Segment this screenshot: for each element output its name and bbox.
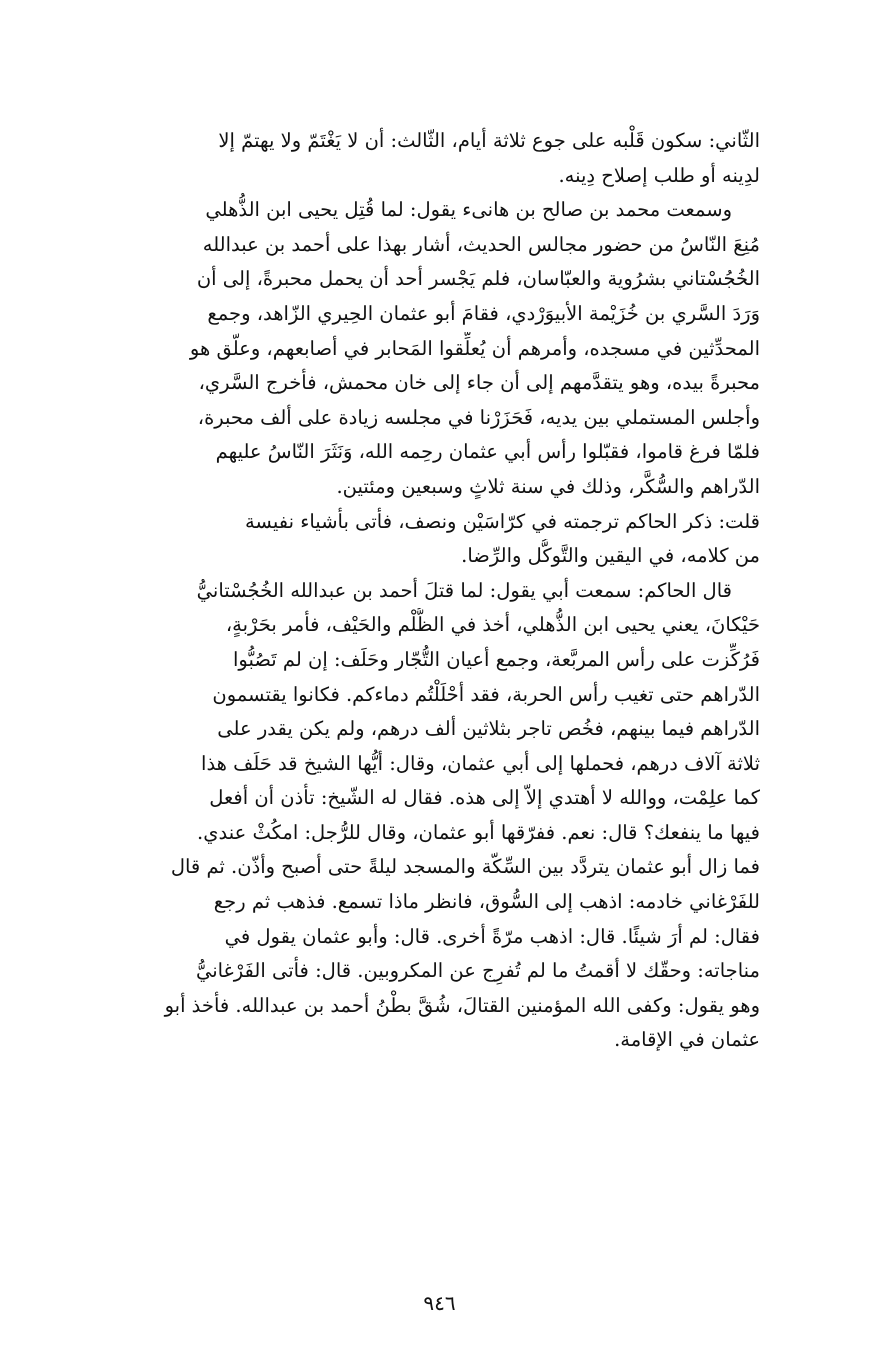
text-line: عثمان في الإقامة. (614, 1028, 760, 1052)
text-line: وأجلس المستملي بين يديه، فَحَزَرْنا في مجلسه زيادة على ألف محبرة، (197, 405, 760, 429)
text-line: فَرُكِّزت على رأس المربَّعة، وجمع أعيان التُّجّار وحَلَف: إن لم تَصُبُّوا (233, 647, 760, 671)
text-line: ثلاثة آلاف درهم، فحملها إلى أبي عثمان، وقال: أيُّها الشيخ قد حَلَف هذا (201, 751, 760, 775)
text-line: فما زال أبو عثمان يتردَّد بين السِّكّة والمسجد ليلةً حتى أصبح وأذّن. ثم قال (170, 855, 760, 879)
body-text (120, 124, 760, 1058)
text-line: الثّاني: سكون قَلْبه على جوع ثلاثة أيام، الثّالث: أن لا يَغْتَمّ ولا يهتمّ إلا (218, 129, 760, 152)
text-line: قلت: ذكر الحاكم ترجمته في كرّاسَيْن ونصف، فأتى بأشياء نفيسة (244, 509, 760, 533)
paragraph-1 (120, 124, 760, 193)
text-line: مُنِعَ النّاسُ من حضور مجالس الحديث، أشار بهذا على أحمد بن عبدالله (202, 232, 760, 256)
text-line: فقال: لم أرَ شيئًا. قال: اذهب مرّةً أخرى. قال: وأبو عثمان يقول في (224, 924, 760, 948)
text-line: لدِينه أو طلب إصلاح دِينه. (558, 163, 760, 187)
text-line: محبرةً بيده، وهو يتقدَّمهم إلى أن جاء إلى خان محمش، فأخرج السَّري، (198, 371, 760, 395)
text-line: حَيْكانَ، يعني يحيى ابن الذُّهلي، أخذ في الظُّلْم والحَيْف، فأمر بحَرْبةٍ، (225, 613, 760, 637)
text-line: من كلامه، في اليقين والتَّوكُّل والرِّضا. (461, 544, 760, 568)
text-line: المحدِّثين في مسجده، وأمرهم أن يُعلِّقوا المَحابر في أصابعهم، وعلّق هو (189, 336, 760, 360)
text-line: وهو يقول: وكفى الله المؤمنين القتالَ، شُقَّ بطْنُ أحمد بن عبدالله. فأخذ أبو (164, 993, 760, 1017)
text-line: وَرَدَ السَّري بن خُزَيْمة الأبيوَرْدي، فقامَ أبو عثمان الحِيري الزّاهد، وجمع (207, 301, 760, 325)
text-line: وسمعت محمد بن صالح بن هانىء يقول: لما قُتِل يحيى ابن الذُّهلي (205, 198, 732, 222)
paragraph-2 (120, 193, 760, 504)
text-line: الدّراهم فيما بينهم، فخُص تاجر بثلاثين ألف درهم، ولم يكن يقدر على (217, 717, 760, 741)
page-number: ٩٤٦ (423, 1291, 456, 1315)
text-line: للفَرْغاني خادمه: اذهب إلى السُّوق، فانظر ماذا تسمع. فذهب ثم رجع (213, 890, 760, 914)
text-line: قال الحاكم: سمعت أبي يقول: لما قتلَ أحمد بن عبدالله الخُجُسْتانيُّ (196, 578, 732, 602)
text-line: الدّراهم والسُّكَّر، وذلك في سنة ثلاثٍ وسبعين ومئتين. (336, 474, 760, 498)
text-line: مناجاته: وحقّك لا أقمتُ ما لم تُفرِج عن المكروبين. قال: فأتى الفَرْغانيُّ (195, 959, 760, 983)
text-line: فيها ما ينفعك؟ قال: نعم. ففرّقها أبو عثمان، وقال للرُّجل: امكُثْ عندي. (197, 820, 760, 844)
text-line: فلمّا فرغ قاموا، فقبّلوا رأس أبي عثمان رحِمه الله، وَنَثَرَ النّاسُ عليهم (215, 440, 760, 464)
text-line: الخُجُسْتاني بشرُوية والعبّاسان، فلم يَجْسر أحد أن يحمل محبرةً، إلى أن (196, 267, 760, 291)
paragraph-3 (120, 505, 760, 574)
text-line: كما علِمْت، ووالله لا أهتدي إلاّ إلى هذه. فقال له الشّيخ: تأذن أن أفعل (209, 786, 760, 810)
text-line: الدّراهم حتى تغيب رأس الحربة، فقد أحْلَلْتُم دماءكم. فكانوا يقتسمون (212, 682, 760, 706)
paragraph-4 (120, 574, 760, 1058)
